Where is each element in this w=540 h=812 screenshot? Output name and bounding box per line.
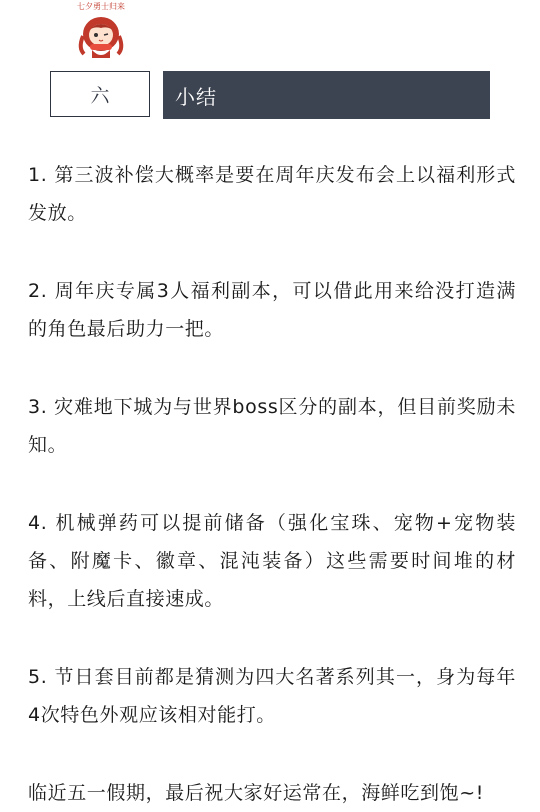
paragraph: 临近五一假期，最后祝大家好运常在，海鲜吃到饱~! bbox=[28, 782, 484, 804]
section-title-box bbox=[163, 71, 490, 119]
article-body bbox=[28, 156, 516, 812]
section-number: 六 bbox=[50, 71, 150, 117]
logo-caption: 七夕勇士归来 bbox=[77, 2, 125, 11]
paragraph: 2. 周年庆专属3人福利副本，可以借此用来给没打造满的角色最后助力一把。 bbox=[28, 280, 516, 340]
paragraph: 4. 机械弹药可以提前储备（强化宝珠、宠物+宠物装备、附魔卡、徽章、混沌装备）这些需要时间堆的材料，上线后直接速成。 bbox=[28, 512, 516, 610]
paragraph: 3. 灾难地下城为与世界boss区分的副本，但目前奖励未知。 bbox=[28, 396, 516, 456]
paragraph: 1. 第三波补偿大概率是要在周年庆发布会上以福利形式发放。 bbox=[28, 164, 516, 224]
paragraph: 5. 节日套目前都是猜测为四大名著系列其一，身为每年4次特色外观应该相对能打。 bbox=[28, 666, 516, 726]
section-header bbox=[50, 71, 490, 121]
section-title: 小结 bbox=[175, 84, 217, 109]
mascot-logo bbox=[70, 2, 132, 62]
